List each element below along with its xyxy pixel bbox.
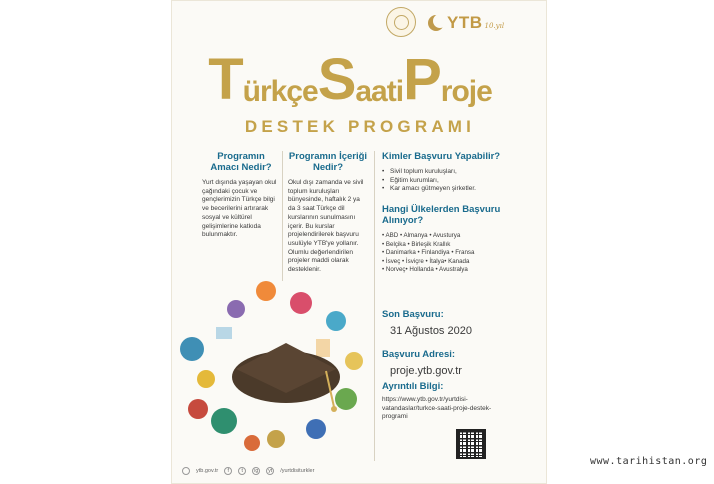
deadline-block xyxy=(382,309,532,337)
content-text: Okul dışı zamanda ve sivil toplum kuruluşları bünyesinde, haftalık 2 ya da 3 saat Türkçe dil kurslarının sunulmasını içerir. Bu kurslar projelendirilerek başvuru usulüyle YTB'ye yollanır. Olumlu değerlendirilen projeler maddi olarak desteklenir. xyxy=(288,179,364,274)
qr-code-icon xyxy=(456,429,486,459)
ministry-emblem-icon xyxy=(386,7,416,37)
watermark: www.tarihistan.org xyxy=(590,456,708,467)
who-list xyxy=(382,168,534,194)
footer-site[interactable]: ytb.gov.tr xyxy=(196,468,219,474)
instagram-icon[interactable]: ig xyxy=(252,467,260,475)
countries-list xyxy=(382,232,534,275)
purpose-section xyxy=(202,151,280,240)
who-section xyxy=(382,151,534,275)
details-label: Ayrıntılı Bilgi: xyxy=(382,381,444,392)
globe-icon xyxy=(326,311,346,331)
puzzle-icon xyxy=(256,281,276,301)
content-section xyxy=(288,151,368,275)
footer-handle[interactable]: /yurtdisiturkler xyxy=(280,468,315,474)
countries-heading: Hangi Ülkelerden Başvuru Alınıyor? xyxy=(382,204,501,227)
chat-icon xyxy=(180,337,204,361)
logo-sub: 10.yıl xyxy=(484,22,505,30)
content-heading: Programın İçeriği Nedir? xyxy=(288,151,368,173)
web-icon xyxy=(182,467,190,475)
title-word: aati xyxy=(355,75,404,108)
title-letter: S xyxy=(317,47,356,112)
youtube-icon[interactable]: yt xyxy=(266,467,274,475)
title-letter: P xyxy=(403,47,441,112)
star-icon xyxy=(345,352,363,370)
collage-art xyxy=(176,269,376,455)
purpose-heading: Programın Amacı Nedir? xyxy=(210,151,272,173)
flask-icon xyxy=(306,419,326,439)
list-item: • Danimarka • Finlandiya • Fransa xyxy=(382,249,475,257)
list-item: • Norveç• Hollanda • Avustralya xyxy=(382,266,468,274)
facebook-icon[interactable]: f xyxy=(224,467,232,475)
book-icon xyxy=(188,399,208,419)
gear-icon xyxy=(244,435,260,451)
ytb-logo xyxy=(428,12,528,34)
purpose-text: Yurt dışında yaşayan okul çağındaki çocuk ve gençlerimizin Türkçe bilgi ve becerilerini artırarak sosyal ve kültürel gelişimlerine katkıda bulunmaktır. xyxy=(202,179,277,239)
poster-title xyxy=(200,43,500,112)
list-item: • İsveç • İsviçre • İtalya• Kanada xyxy=(382,257,470,265)
list-item: • Belçika • Birleşik Krallık xyxy=(382,240,451,248)
bulb-icon xyxy=(197,370,215,388)
plant-icon xyxy=(335,388,357,410)
deadline-label: Son Başvuru: xyxy=(382,309,444,320)
details-block xyxy=(382,381,500,422)
deadline-value: 31 Ağustos 2020 xyxy=(390,325,472,337)
math-icon xyxy=(227,300,245,318)
notebook-icon xyxy=(316,339,330,357)
crescent-icon xyxy=(428,15,444,31)
screen-icon xyxy=(216,327,232,339)
person-icon xyxy=(211,408,237,434)
address-label: Başvuru Adresi: xyxy=(382,349,456,360)
who-heading: Kimler Başvuru Yapabilir? xyxy=(382,151,501,162)
music-icon xyxy=(290,292,312,314)
address-block xyxy=(382,349,532,377)
title-word: ürkçe xyxy=(242,75,318,108)
list-item: • Sivil toplum kuruluşları, xyxy=(382,168,534,177)
list-item: • ABD • Almanya • Avusturya xyxy=(382,232,461,240)
poster-footer xyxy=(182,467,314,475)
poster xyxy=(171,0,547,484)
list-item: • Kar amacı gütmeyen şirketler. xyxy=(382,185,534,194)
address-value[interactable]: proje.ytb.gov.tr xyxy=(390,365,462,377)
poster-subtitle: DESTEK PROGRAMI xyxy=(244,117,476,136)
divider xyxy=(282,151,283,281)
education-icons-collage xyxy=(176,269,376,455)
pencil-icon xyxy=(267,430,285,448)
logo-text: YTB xyxy=(447,13,483,32)
twitter-icon[interactable]: t xyxy=(238,467,246,475)
title-word: roje xyxy=(440,75,492,108)
list-item: • Eğitim kurumları, xyxy=(382,177,534,186)
details-url[interactable]: https://www.ytb.gov.tr/yurtdisi-vatandaslar/turkce-saati-proje-destek-programi xyxy=(382,396,492,421)
title-letter: T xyxy=(208,47,243,112)
